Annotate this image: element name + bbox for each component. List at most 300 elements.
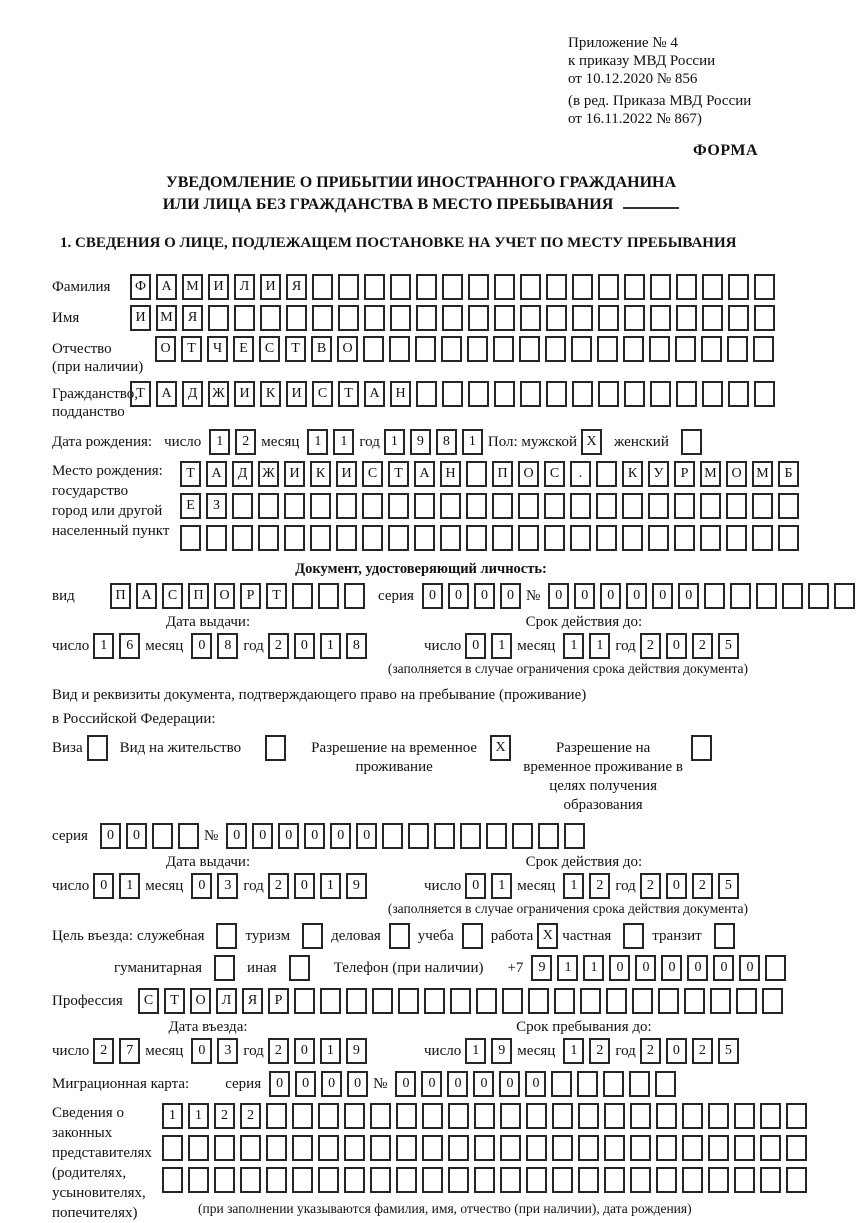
form-cell[interactable] — [232, 525, 253, 551]
form-cell[interactable]: 1 — [465, 1038, 486, 1064]
form-cell[interactable]: П — [492, 461, 513, 487]
form-cell[interactable]: 0 — [93, 873, 114, 899]
form-cell[interactable]: 0 — [356, 823, 377, 849]
form-cell[interactable] — [486, 823, 507, 849]
form-cell[interactable]: 0 — [447, 1071, 468, 1097]
form-cell[interactable] — [234, 305, 255, 331]
form-cell[interactable]: 0 — [652, 583, 673, 609]
form-cell[interactable] — [370, 1167, 391, 1193]
form-cell[interactable] — [598, 381, 619, 407]
form-cell[interactable] — [546, 274, 567, 300]
form-cell[interactable]: И — [286, 381, 307, 407]
form-cell[interactable]: Т — [130, 381, 151, 407]
form-cell[interactable]: 0 — [666, 873, 687, 899]
form-cell[interactable]: 2 — [640, 633, 661, 659]
form-cell[interactable] — [674, 525, 695, 551]
form-cell[interactable]: 0 — [666, 633, 687, 659]
form-cell[interactable] — [390, 274, 411, 300]
form-cell[interactable] — [552, 1135, 573, 1161]
form-cell[interactable] — [152, 823, 173, 849]
form-cell[interactable]: Т — [180, 461, 201, 487]
form-cell[interactable] — [700, 525, 721, 551]
form-cell[interactable] — [240, 1135, 261, 1161]
form-cell[interactable]: Т — [388, 461, 409, 487]
form-cell[interactable]: Т — [285, 336, 306, 362]
form-cell[interactable] — [292, 583, 313, 609]
form-cell[interactable] — [363, 336, 384, 362]
form-cell[interactable]: 3 — [217, 873, 238, 899]
form-cell[interactable] — [622, 493, 643, 519]
form-cell[interactable] — [632, 988, 653, 1014]
form-cell[interactable] — [178, 823, 199, 849]
form-cell[interactable]: 1 — [491, 873, 512, 899]
form-cell[interactable]: К — [622, 461, 643, 487]
form-cell[interactable] — [578, 1103, 599, 1129]
form-cell[interactable] — [649, 336, 670, 362]
form-cell[interactable] — [700, 493, 721, 519]
form-cell[interactable] — [474, 1135, 495, 1161]
form-cell[interactable] — [512, 823, 533, 849]
form-cell[interactable] — [526, 1135, 547, 1161]
form-cell[interactable] — [650, 305, 671, 331]
form-cell[interactable] — [702, 381, 723, 407]
form-cell[interactable] — [538, 823, 559, 849]
form-cell[interactable]: Ж — [258, 461, 279, 487]
form-cell[interactable]: 2 — [214, 1103, 235, 1129]
form-cell[interactable] — [786, 1103, 807, 1129]
form-cell[interactable]: 1 — [333, 429, 354, 455]
form-cell[interactable]: Ф — [130, 274, 151, 300]
form-cell[interactable] — [753, 336, 774, 362]
form-cell[interactable]: 9 — [346, 873, 367, 899]
form-cell[interactable] — [726, 525, 747, 551]
form-cell[interactable] — [422, 1103, 443, 1129]
form-cell[interactable] — [765, 955, 786, 981]
form-cell[interactable]: Р — [674, 461, 695, 487]
form-cell[interactable]: 9 — [531, 955, 552, 981]
form-cell[interactable]: О — [190, 988, 211, 1014]
form-cell[interactable]: 1 — [589, 633, 610, 659]
form-cell[interactable]: О — [214, 583, 235, 609]
form-cell[interactable] — [572, 274, 593, 300]
form-cell[interactable] — [467, 336, 488, 362]
form-cell[interactable] — [500, 1135, 521, 1161]
purpose-private-checkbox[interactable] — [623, 923, 644, 949]
form-cell[interactable] — [520, 274, 541, 300]
form-cell[interactable]: Т — [164, 988, 185, 1014]
form-cell[interactable]: 9 — [410, 429, 431, 455]
form-cell[interactable]: 0 — [295, 1071, 316, 1097]
form-cell[interactable] — [450, 988, 471, 1014]
form-cell[interactable] — [578, 1135, 599, 1161]
form-cell[interactable] — [370, 1103, 391, 1129]
form-cell[interactable]: 0 — [465, 633, 486, 659]
form-cell[interactable]: 1 — [119, 873, 140, 899]
form-cell[interactable]: 0 — [525, 1071, 546, 1097]
form-cell[interactable] — [364, 305, 385, 331]
purpose-official-checkbox[interactable] — [216, 923, 237, 949]
form-cell[interactable] — [782, 583, 803, 609]
form-cell[interactable] — [650, 381, 671, 407]
form-cell[interactable] — [188, 1135, 209, 1161]
form-cell[interactable]: 1 — [320, 873, 341, 899]
purpose-business-checkbox[interactable] — [389, 923, 410, 949]
form-cell[interactable]: Р — [240, 583, 261, 609]
form-cell[interactable] — [266, 1135, 287, 1161]
form-cell[interactable] — [266, 1103, 287, 1129]
form-cell[interactable] — [370, 1135, 391, 1161]
form-cell[interactable]: Н — [390, 381, 411, 407]
form-cell[interactable]: М — [752, 461, 773, 487]
form-cell[interactable]: 0 — [574, 583, 595, 609]
form-cell[interactable] — [598, 274, 619, 300]
form-cell[interactable]: 1 — [188, 1103, 209, 1129]
sex-female-checkbox[interactable] — [681, 429, 702, 455]
form-cell[interactable] — [362, 525, 383, 551]
form-cell[interactable]: 1 — [93, 633, 114, 659]
form-cell[interactable]: С — [259, 336, 280, 362]
form-cell[interactable]: 0 — [661, 955, 682, 981]
form-cell[interactable] — [448, 1103, 469, 1129]
form-cell[interactable] — [312, 274, 333, 300]
form-cell[interactable] — [258, 525, 279, 551]
form-cell[interactable] — [415, 336, 436, 362]
purpose-work-checkbox[interactable]: X — [537, 923, 558, 949]
form-cell[interactable]: М — [700, 461, 721, 487]
form-cell[interactable]: 1 — [384, 429, 405, 455]
form-cell[interactable] — [734, 1167, 755, 1193]
form-cell[interactable] — [760, 1167, 781, 1193]
form-cell[interactable] — [545, 336, 566, 362]
form-cell[interactable] — [208, 305, 229, 331]
form-cell[interactable] — [552, 1103, 573, 1129]
form-cell[interactable] — [442, 274, 463, 300]
form-cell[interactable]: Т — [338, 381, 359, 407]
form-cell[interactable] — [629, 1071, 650, 1097]
form-cell[interactable] — [460, 823, 481, 849]
form-cell[interactable]: С — [362, 461, 383, 487]
form-cell[interactable]: А — [136, 583, 157, 609]
form-cell[interactable] — [180, 525, 201, 551]
form-cell[interactable]: 2 — [589, 873, 610, 899]
form-cell[interactable] — [162, 1135, 183, 1161]
form-cell[interactable] — [656, 1167, 677, 1193]
form-cell[interactable] — [422, 1167, 443, 1193]
form-cell[interactable] — [494, 381, 515, 407]
form-cell[interactable] — [162, 1167, 183, 1193]
form-cell[interactable] — [320, 988, 341, 1014]
form-cell[interactable] — [676, 274, 697, 300]
form-cell[interactable] — [622, 525, 643, 551]
form-cell[interactable] — [648, 493, 669, 519]
form-cell[interactable] — [260, 305, 281, 331]
form-cell[interactable]: 0 — [609, 955, 630, 981]
form-cell[interactable]: Н — [440, 461, 461, 487]
form-cell[interactable] — [554, 988, 575, 1014]
form-cell[interactable] — [702, 305, 723, 331]
form-cell[interactable] — [206, 525, 227, 551]
form-cell[interactable]: 6 — [119, 633, 140, 659]
form-cell[interactable]: Д — [232, 461, 253, 487]
form-cell[interactable]: 2 — [692, 633, 713, 659]
form-cell[interactable] — [754, 381, 775, 407]
form-cell[interactable] — [546, 305, 567, 331]
form-cell[interactable] — [546, 381, 567, 407]
form-cell[interactable]: Д — [182, 381, 203, 407]
form-cell[interactable]: И — [260, 274, 281, 300]
form-cell[interactable] — [578, 1167, 599, 1193]
form-cell[interactable]: С — [312, 381, 333, 407]
form-cell[interactable]: Т — [181, 336, 202, 362]
form-cell[interactable] — [364, 274, 385, 300]
form-cell[interactable]: М — [156, 305, 177, 331]
form-cell[interactable] — [728, 274, 749, 300]
form-cell[interactable]: А — [414, 461, 435, 487]
form-cell[interactable]: А — [156, 274, 177, 300]
form-cell[interactable]: Е — [180, 493, 201, 519]
form-cell[interactable] — [682, 1103, 703, 1129]
form-cell[interactable]: 5 — [718, 633, 739, 659]
form-cell[interactable]: 0 — [666, 1038, 687, 1064]
form-cell[interactable] — [754, 274, 775, 300]
form-cell[interactable] — [551, 1071, 572, 1097]
form-cell[interactable]: 8 — [436, 429, 457, 455]
form-cell[interactable]: 0 — [294, 1038, 315, 1064]
form-cell[interactable]: И — [130, 305, 151, 331]
form-cell[interactable] — [786, 1167, 807, 1193]
form-cell[interactable] — [564, 823, 585, 849]
form-cell[interactable] — [466, 493, 487, 519]
form-cell[interactable]: Л — [234, 274, 255, 300]
form-cell[interactable] — [448, 1167, 469, 1193]
form-cell[interactable] — [344, 1167, 365, 1193]
form-cell[interactable]: 9 — [346, 1038, 367, 1064]
form-cell[interactable] — [318, 1167, 339, 1193]
form-cell[interactable]: 2 — [640, 873, 661, 899]
form-cell[interactable] — [624, 274, 645, 300]
form-cell[interactable] — [416, 381, 437, 407]
form-cell[interactable] — [682, 1135, 703, 1161]
form-cell[interactable] — [597, 336, 618, 362]
form-cell[interactable] — [346, 988, 367, 1014]
form-cell[interactable] — [598, 305, 619, 331]
form-cell[interactable] — [544, 525, 565, 551]
form-cell[interactable] — [656, 1135, 677, 1161]
form-cell[interactable] — [502, 988, 523, 1014]
form-cell[interactable] — [494, 274, 515, 300]
form-cell[interactable] — [336, 525, 357, 551]
form-cell[interactable] — [606, 988, 627, 1014]
form-cell[interactable]: 1 — [563, 633, 584, 659]
form-cell[interactable]: 0 — [713, 955, 734, 981]
form-cell[interactable]: 9 — [491, 1038, 512, 1064]
form-cell[interactable] — [786, 1135, 807, 1161]
form-cell[interactable]: 7 — [119, 1038, 140, 1064]
form-cell[interactable]: 0 — [294, 873, 315, 899]
form-cell[interactable] — [604, 1135, 625, 1161]
form-cell[interactable] — [388, 493, 409, 519]
form-cell[interactable] — [258, 493, 279, 519]
form-cell[interactable]: И — [284, 461, 305, 487]
form-cell[interactable] — [728, 305, 749, 331]
form-cell[interactable]: 2 — [692, 873, 713, 899]
form-cell[interactable]: Т — [266, 583, 287, 609]
form-cell[interactable] — [570, 493, 591, 519]
form-cell[interactable] — [684, 988, 705, 1014]
form-cell[interactable]: 2 — [268, 873, 289, 899]
form-cell[interactable] — [701, 336, 722, 362]
form-cell[interactable] — [441, 336, 462, 362]
form-cell[interactable] — [708, 1167, 729, 1193]
form-cell[interactable] — [526, 1167, 547, 1193]
form-cell[interactable] — [442, 305, 463, 331]
temporary-residence-checkbox[interactable]: X — [490, 735, 511, 761]
form-cell[interactable]: . — [570, 461, 591, 487]
form-cell[interactable]: О — [155, 336, 176, 362]
form-cell[interactable]: С — [162, 583, 183, 609]
form-cell[interactable] — [318, 583, 339, 609]
form-cell[interactable]: 0 — [100, 823, 121, 849]
form-cell[interactable]: С — [138, 988, 159, 1014]
form-cell[interactable] — [440, 525, 461, 551]
form-cell[interactable] — [650, 274, 671, 300]
form-cell[interactable] — [726, 493, 747, 519]
form-cell[interactable]: 2 — [240, 1103, 261, 1129]
form-cell[interactable]: 0 — [321, 1071, 342, 1097]
form-cell[interactable] — [544, 493, 565, 519]
form-cell[interactable] — [336, 493, 357, 519]
form-cell[interactable]: 0 — [473, 1071, 494, 1097]
purpose-tourism-checkbox[interactable] — [302, 923, 323, 949]
form-cell[interactable] — [736, 988, 757, 1014]
form-cell[interactable]: 0 — [330, 823, 351, 849]
form-cell[interactable]: 0 — [347, 1071, 368, 1097]
form-cell[interactable]: 1 — [320, 633, 341, 659]
form-cell[interactable] — [834, 583, 855, 609]
form-cell[interactable] — [474, 1167, 495, 1193]
form-cell[interactable]: К — [260, 381, 281, 407]
form-cell[interactable]: 1 — [307, 429, 328, 455]
form-cell[interactable]: И — [336, 461, 357, 487]
form-cell[interactable] — [756, 583, 777, 609]
form-cell[interactable]: 2 — [93, 1038, 114, 1064]
temporary-residence-education-checkbox[interactable] — [691, 735, 712, 761]
form-cell[interactable]: Я — [242, 988, 263, 1014]
form-cell[interactable]: П — [110, 583, 131, 609]
form-cell[interactable]: Я — [182, 305, 203, 331]
form-cell[interactable]: 2 — [640, 1038, 661, 1064]
form-cell[interactable] — [624, 305, 645, 331]
form-cell[interactable] — [474, 1103, 495, 1129]
form-cell[interactable] — [727, 336, 748, 362]
form-cell[interactable]: 5 — [718, 873, 739, 899]
form-cell[interactable] — [630, 1103, 651, 1129]
form-cell[interactable]: 0 — [448, 583, 469, 609]
form-cell[interactable]: 0 — [191, 633, 212, 659]
form-cell[interactable] — [416, 274, 437, 300]
form-cell[interactable] — [396, 1135, 417, 1161]
form-cell[interactable]: У — [648, 461, 669, 487]
form-cell[interactable] — [648, 525, 669, 551]
form-cell[interactable] — [500, 1167, 521, 1193]
form-cell[interactable] — [318, 1103, 339, 1129]
form-cell[interactable]: 1 — [557, 955, 578, 981]
form-cell[interactable] — [292, 1103, 313, 1129]
form-cell[interactable] — [284, 525, 305, 551]
form-cell[interactable]: 2 — [268, 633, 289, 659]
form-cell[interactable] — [422, 1135, 443, 1161]
form-cell[interactable]: И — [234, 381, 255, 407]
form-cell[interactable] — [310, 493, 331, 519]
form-cell[interactable]: З — [206, 493, 227, 519]
form-cell[interactable] — [778, 525, 799, 551]
form-cell[interactable]: А — [156, 381, 177, 407]
form-cell[interactable]: П — [188, 583, 209, 609]
form-cell[interactable] — [389, 336, 410, 362]
form-cell[interactable] — [603, 1071, 624, 1097]
form-cell[interactable] — [388, 525, 409, 551]
form-cell[interactable] — [734, 1103, 755, 1129]
form-cell[interactable] — [596, 525, 617, 551]
form-cell[interactable]: Ч — [207, 336, 228, 362]
form-cell[interactable] — [655, 1071, 676, 1097]
form-cell[interactable]: 2 — [589, 1038, 610, 1064]
form-cell[interactable]: 0 — [635, 955, 656, 981]
form-cell[interactable] — [286, 305, 307, 331]
form-cell[interactable]: 0 — [422, 583, 443, 609]
form-cell[interactable] — [704, 583, 725, 609]
form-cell[interactable] — [424, 988, 445, 1014]
form-cell[interactable] — [396, 1167, 417, 1193]
form-cell[interactable] — [214, 1167, 235, 1193]
form-cell[interactable] — [630, 1167, 651, 1193]
form-cell[interactable] — [708, 1103, 729, 1129]
form-cell[interactable]: 2 — [235, 429, 256, 455]
form-cell[interactable]: А — [206, 461, 227, 487]
form-cell[interactable] — [624, 381, 645, 407]
form-cell[interactable]: 0 — [304, 823, 325, 849]
form-cell[interactable] — [596, 461, 617, 487]
form-cell[interactable] — [572, 305, 593, 331]
form-cell[interactable] — [448, 1135, 469, 1161]
form-cell[interactable]: 1 — [162, 1103, 183, 1129]
form-cell[interactable]: Е — [233, 336, 254, 362]
form-cell[interactable] — [266, 1167, 287, 1193]
form-cell[interactable]: 3 — [217, 1038, 238, 1064]
form-cell[interactable] — [408, 823, 429, 849]
form-cell[interactable] — [682, 1167, 703, 1193]
form-cell[interactable]: 1 — [209, 429, 230, 455]
form-cell[interactable] — [580, 988, 601, 1014]
form-cell[interactable]: 0 — [126, 823, 147, 849]
form-cell[interactable]: В — [311, 336, 332, 362]
form-cell[interactable]: 0 — [626, 583, 647, 609]
form-cell[interactable]: 0 — [191, 1038, 212, 1064]
form-cell[interactable]: 0 — [294, 633, 315, 659]
form-cell[interactable] — [476, 988, 497, 1014]
form-cell[interactable]: 1 — [320, 1038, 341, 1064]
form-cell[interactable] — [528, 988, 549, 1014]
form-cell[interactable] — [466, 461, 487, 487]
form-cell[interactable] — [414, 493, 435, 519]
purpose-humanitarian-checkbox[interactable] — [214, 955, 235, 981]
form-cell[interactable] — [577, 1071, 598, 1097]
form-cell[interactable] — [284, 493, 305, 519]
form-cell[interactable] — [520, 381, 541, 407]
form-cell[interactable] — [526, 1103, 547, 1129]
form-cell[interactable] — [442, 381, 463, 407]
form-cell[interactable] — [382, 823, 403, 849]
